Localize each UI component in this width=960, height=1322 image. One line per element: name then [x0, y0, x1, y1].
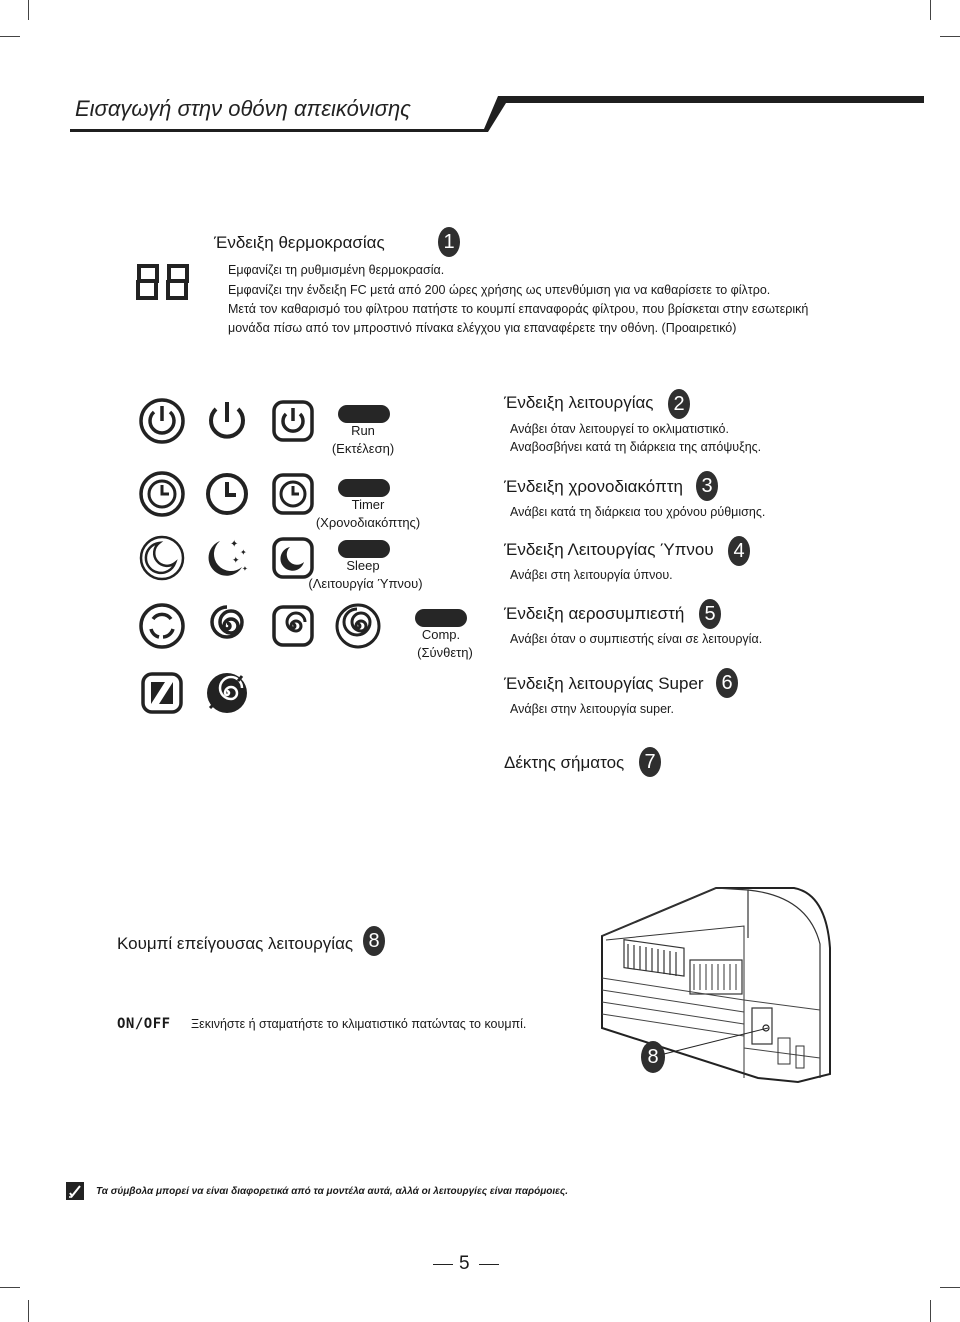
- crop-mark: [930, 1300, 931, 1322]
- temp-line-4: μονάδα πίσω από τον μπροστινό πίνακα ελέγχου για επαναφέρετε την οθόνη. (Προαιρετικό): [228, 321, 737, 335]
- run-label: Run: [351, 423, 375, 438]
- spiral-square-icon: [268, 601, 318, 651]
- badge-2: 2: [668, 389, 690, 419]
- power-icon: [202, 396, 252, 446]
- badge-6: 6: [716, 668, 738, 698]
- clock-square-icon: [268, 469, 318, 519]
- run-label-greek: (Εκτέλεση): [331, 441, 395, 456]
- emergency-text: Ξεκινήστε ή σταματήστε το κλιματιστικό πατώντας το κουμπί.: [191, 1017, 527, 1031]
- badge-1: 1: [438, 227, 460, 257]
- callout-leader-line: [660, 1020, 780, 1060]
- svg-text:✦: ✦: [232, 556, 240, 566]
- run-line-1: Ανάβει όταν λειτουργεί το οκλιματιστικό.: [510, 422, 729, 436]
- sleep-led-indicator: [338, 540, 390, 558]
- page-number: 5: [459, 1253, 470, 1274]
- clock-icon: [202, 469, 252, 519]
- comp-heading: Ένδειξη αεροσυμπιεστή: [504, 604, 685, 623]
- temp-line-2: Εμφανίζει την ένδειξη FC μετά από 200 ώρες χρήσης ως υπενθύμιση για να καθαρίσετε το φίλτρο.: [228, 283, 771, 297]
- moon-stars-icon: [202, 533, 252, 583]
- sleep-line-1: Ανάβει στη λειτουργία ύπνου.: [510, 568, 673, 582]
- on-off-label: ON/OFF: [117, 1016, 171, 1032]
- comp-label: Comp.: [421, 627, 461, 642]
- timer-label-greek: (Χρονοδιακόπτης): [315, 515, 421, 530]
- super-line-1: Ανάβει στην λειτουργία super.: [510, 702, 674, 716]
- super-square-icon: [137, 668, 187, 718]
- clock-circle-icon: [137, 469, 187, 519]
- swirl-fan-icon: [202, 668, 252, 718]
- emergency-heading: Κουμπί επείγουσας λειτουργίας: [117, 934, 354, 953]
- svg-text:✦: ✦: [240, 548, 247, 557]
- note-check-icon: [66, 1182, 84, 1200]
- badge-3: 3: [696, 471, 718, 501]
- run-led-indicator: [338, 405, 390, 423]
- badge-5: 5: [699, 599, 721, 629]
- note-text: Τα σύμβολα μπορεί να είναι διαφορετικά από τα μοντέλα αυτά, αλλά οι λειτουργίες είναι παρόμοιες.: [96, 1186, 568, 1197]
- run-line-2: Αναβοσβήνει κατά τη διάρκεια της απόψυξης.: [510, 440, 762, 454]
- timer-heading: Ένδειξη χρονοδιακόπτη: [504, 477, 683, 496]
- badge-7: 7: [639, 747, 661, 777]
- comp-led-indicator: [415, 609, 467, 627]
- power-circle-icon: [137, 396, 187, 446]
- receiver-heading: Δέκτης σήματος: [504, 753, 625, 772]
- comp-label-greek: (Σύνθετη): [417, 645, 473, 660]
- spiral-icon: [202, 601, 252, 651]
- timer-line-1: Ανάβει κατά τη διάρκεια του χρόνου ρύθμισης.: [510, 505, 766, 519]
- badge-4: 4: [728, 536, 750, 566]
- svg-text:✦: ✦: [230, 539, 239, 550]
- sleep-heading: Ένδειξη Λειτουργίας Ύπνου: [504, 540, 714, 559]
- temp-heading: Ένδειξη θερμοκρασίας: [214, 233, 385, 252]
- timer-led-indicator: [338, 479, 390, 497]
- sleep-label-greek: (Λειτουργία Ύπνου): [308, 576, 423, 591]
- compressor-circle-icon: [137, 601, 187, 651]
- crop-mark: [940, 1287, 960, 1288]
- page-title: Εισαγωγή στην οθόνη απεικόνισης: [75, 96, 411, 121]
- comp-line-1: Ανάβει όταν ο συμπιεστής είναι σε λειτουργία.: [510, 632, 763, 646]
- crop-mark: [28, 1300, 29, 1322]
- sleep-label: Sleep: [346, 558, 380, 573]
- svg-text:✦: ✦: [242, 565, 248, 573]
- timer-label: Timer: [351, 497, 385, 512]
- spiral-circle-icon: [333, 601, 383, 651]
- super-heading: Ένδειξη λειτουργίας Super: [504, 674, 704, 693]
- power-square-icon: [268, 396, 318, 446]
- temp-line-3: Μετά τον καθαρισμό του φίλτρου πατήστε το κουμπί επαναφοράς φίλτρου, που βρίσκεται στην εσωτερική: [228, 302, 809, 316]
- run-heading: Ένδειξη λειτουργίας: [504, 393, 654, 412]
- page-number-rule-left: [433, 1264, 453, 1265]
- callout-8-badge: 8: [641, 1041, 665, 1073]
- page-number-rule-right: [479, 1264, 499, 1265]
- moon-circle-icon: [137, 533, 187, 583]
- seven-segment-display-icon: [133, 262, 195, 302]
- crop-mark: [0, 1287, 20, 1288]
- badge-8: 8: [363, 926, 385, 956]
- temp-line-1: Εμφανίζει τη ρυθμισμένη θερμοκρασία.: [228, 263, 445, 277]
